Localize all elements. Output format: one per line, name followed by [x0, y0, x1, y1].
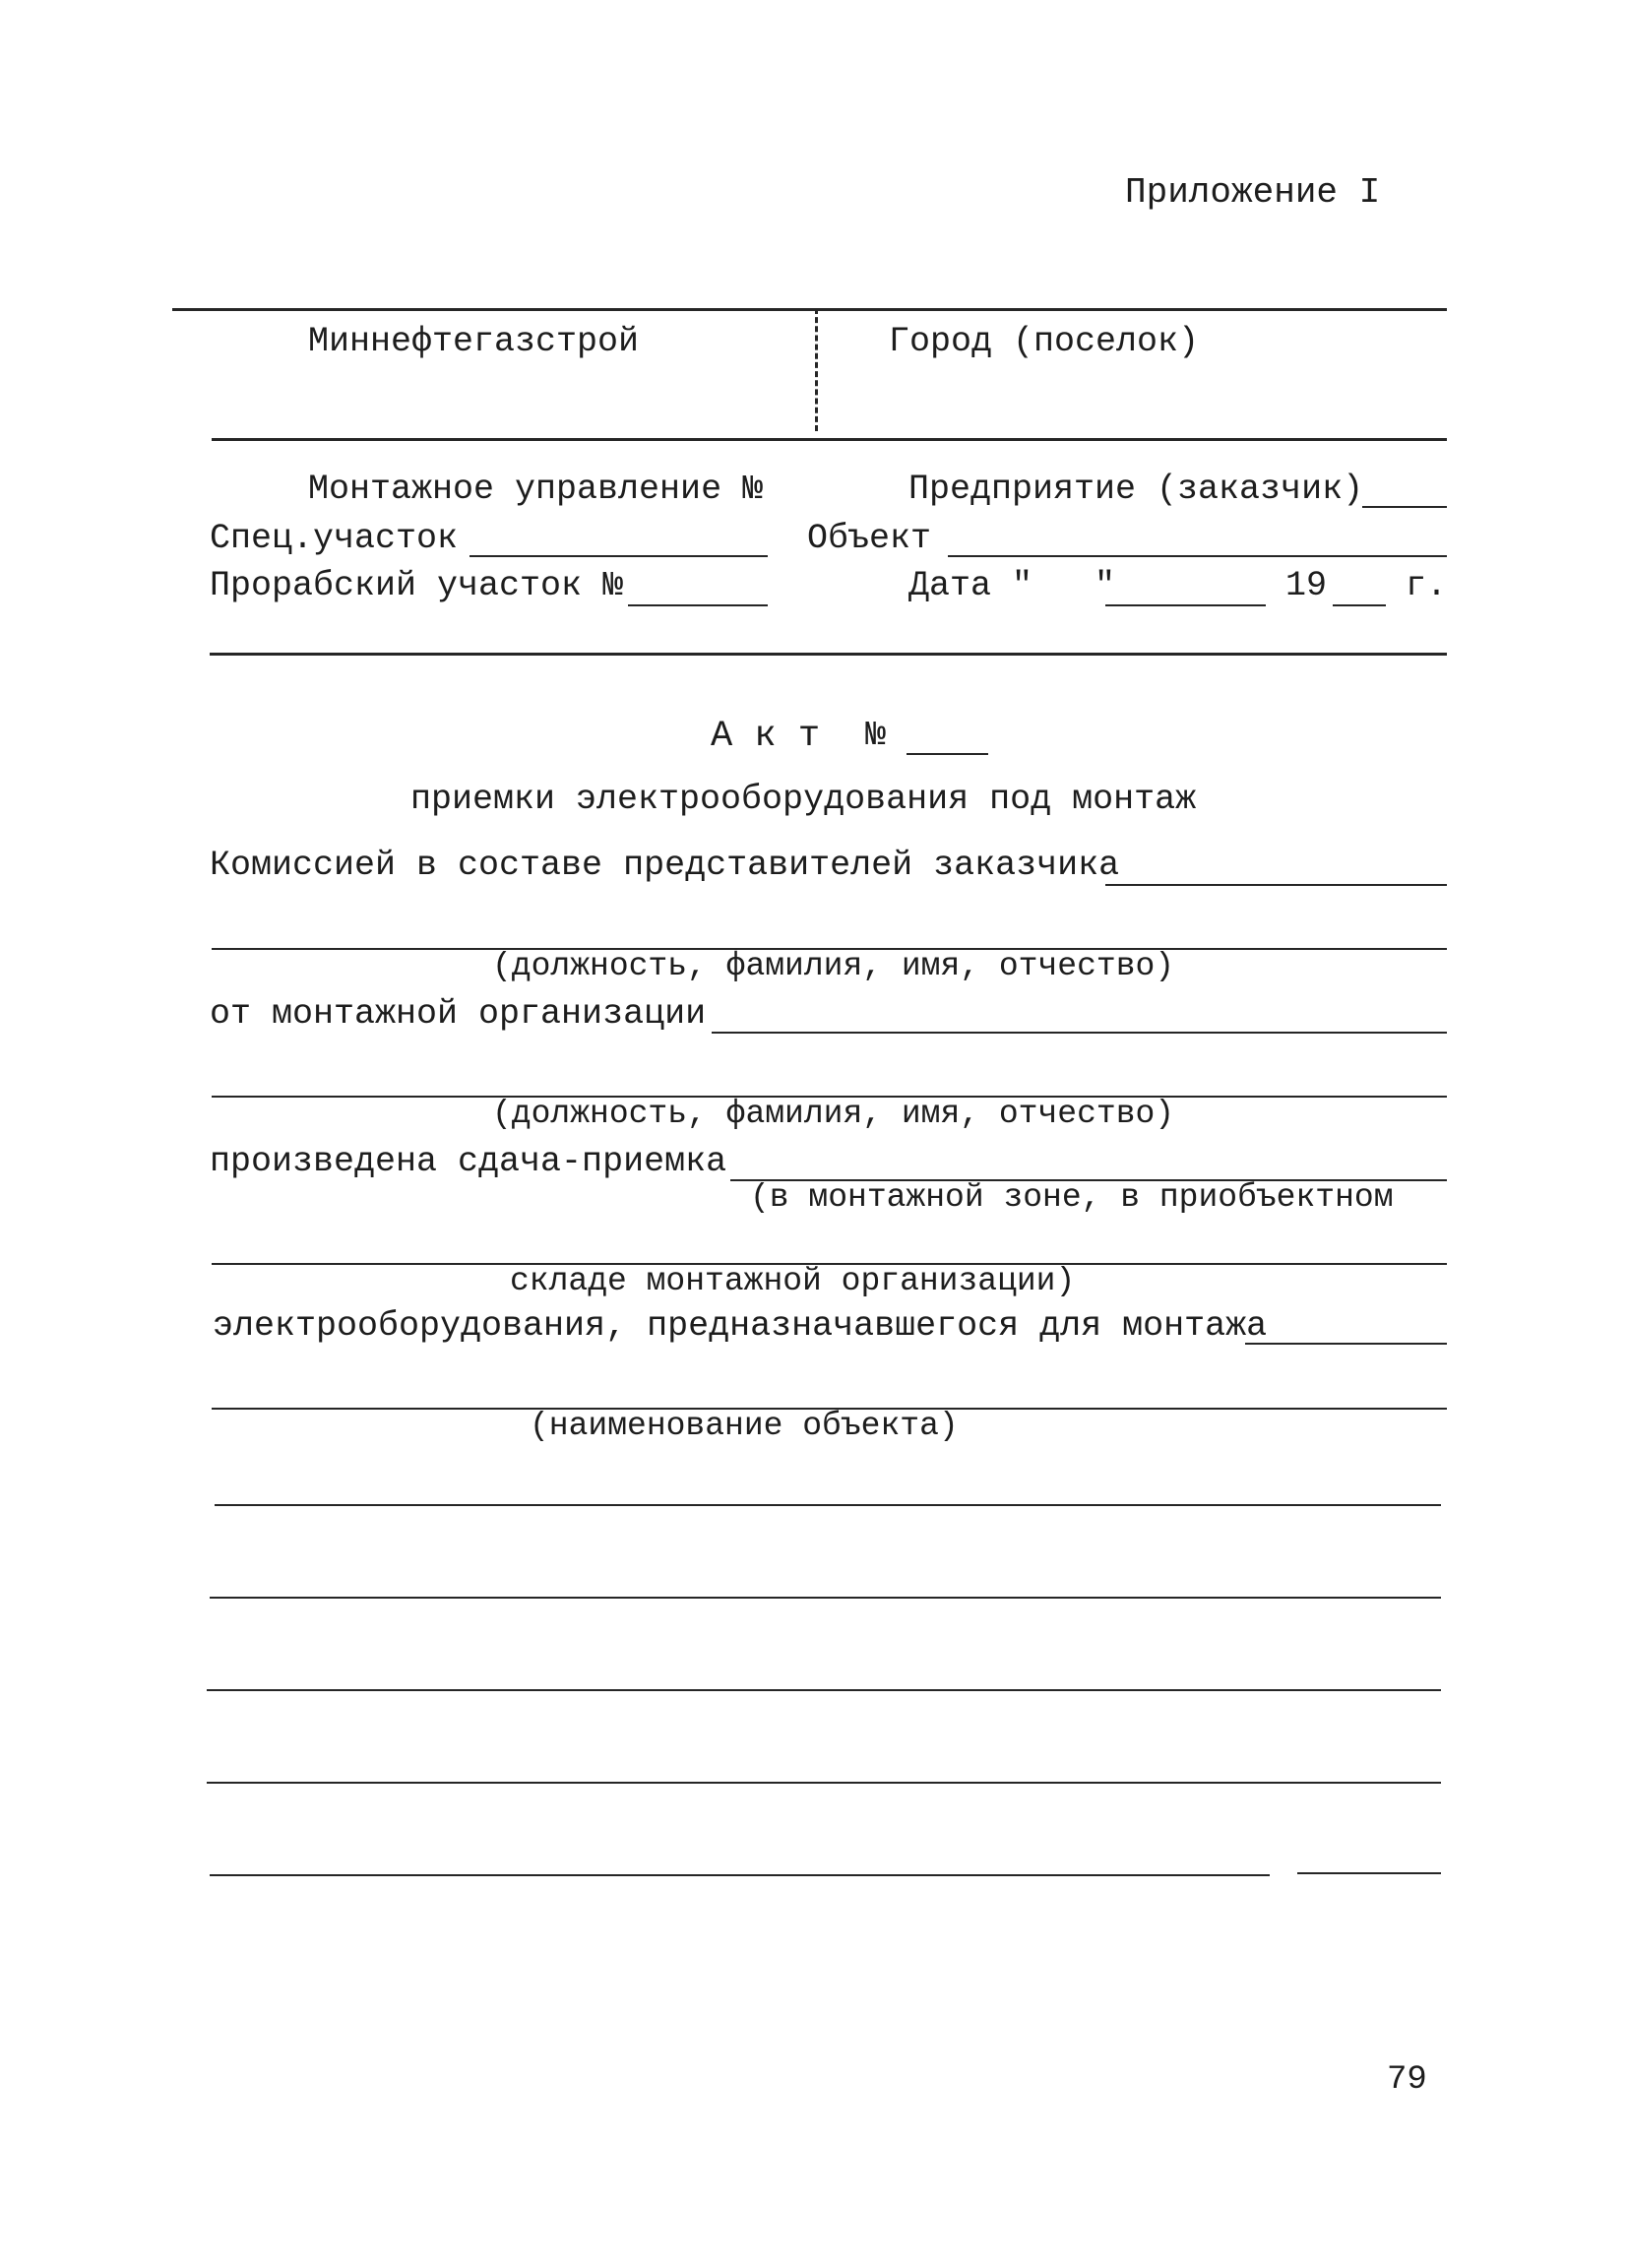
- act-title: А к т: [711, 716, 821, 757]
- year-suffix: г.: [1406, 566, 1448, 605]
- caption-person-2: (должность, фамилия, имя, отчество): [492, 1096, 1175, 1132]
- date-day-month-field[interactable]: [1105, 604, 1266, 606]
- appendix-label: Приложение I: [1125, 172, 1381, 213]
- caption-person-1: (должность, фамилия, имя, отчество): [492, 948, 1175, 984]
- blank-line[interactable]: [207, 1689, 1441, 1691]
- caption-place-2: складе монтажной организации): [510, 1263, 1076, 1299]
- act-number-sign: №: [865, 716, 887, 755]
- montage-rep-field[interactable]: [712, 1032, 1447, 1034]
- object-field[interactable]: [948, 555, 1447, 557]
- page-number: 79: [1387, 2061, 1427, 2099]
- header-top-rule: [172, 308, 1447, 311]
- ministry-name: Миннефтегазстрой: [308, 322, 640, 361]
- city-label: Город (поселок): [889, 322, 1200, 361]
- foreman-site-field[interactable]: [628, 604, 768, 606]
- handover-text: произведена сдача-приемка: [210, 1142, 727, 1181]
- blank-line[interactable]: [210, 1597, 1441, 1599]
- date-label: Дата " ": [908, 566, 1116, 605]
- blank-line[interactable]: [210, 1874, 1270, 1876]
- customer-rep-field[interactable]: [1105, 884, 1447, 886]
- object-name-field[interactable]: [1245, 1343, 1447, 1345]
- spec-site-field[interactable]: [469, 555, 768, 557]
- act-subtitle: приемки электрооборудования под монтаж: [410, 780, 1197, 819]
- header-bottom-rule: [212, 438, 1447, 441]
- foreman-site-label: Прорабский участок №: [210, 566, 624, 605]
- year-field[interactable]: [1333, 604, 1386, 606]
- act-number-field[interactable]: [907, 753, 988, 755]
- blank-line[interactable]: [207, 1782, 1441, 1784]
- blank-line[interactable]: [215, 1504, 1441, 1506]
- spec-site-label: Спец.участок: [210, 519, 459, 558]
- enterprise-label: Предприятие (заказчик): [908, 470, 1364, 509]
- montage-unit-label: Монтажное управление №: [308, 470, 764, 509]
- caption-object: (наименование объекта): [530, 1408, 959, 1444]
- from-org-text: от монтажной организации: [210, 994, 707, 1034]
- header-divider: [815, 308, 818, 431]
- object-label: Объект: [807, 519, 932, 558]
- blank-line-short[interactable]: [1297, 1872, 1441, 1874]
- equipment-text: электрооборудования, предназначавшегося для монтажа: [213, 1306, 1268, 1346]
- year-prefix: 19: [1285, 566, 1328, 605]
- org-bottom-rule: [210, 653, 1447, 656]
- caption-place-1: (в монтажной зоне, в приобъектном: [750, 1179, 1394, 1216]
- enterprise-field[interactable]: [1362, 506, 1447, 508]
- commission-text: Комиссией в составе представителей заказчика: [210, 846, 1120, 885]
